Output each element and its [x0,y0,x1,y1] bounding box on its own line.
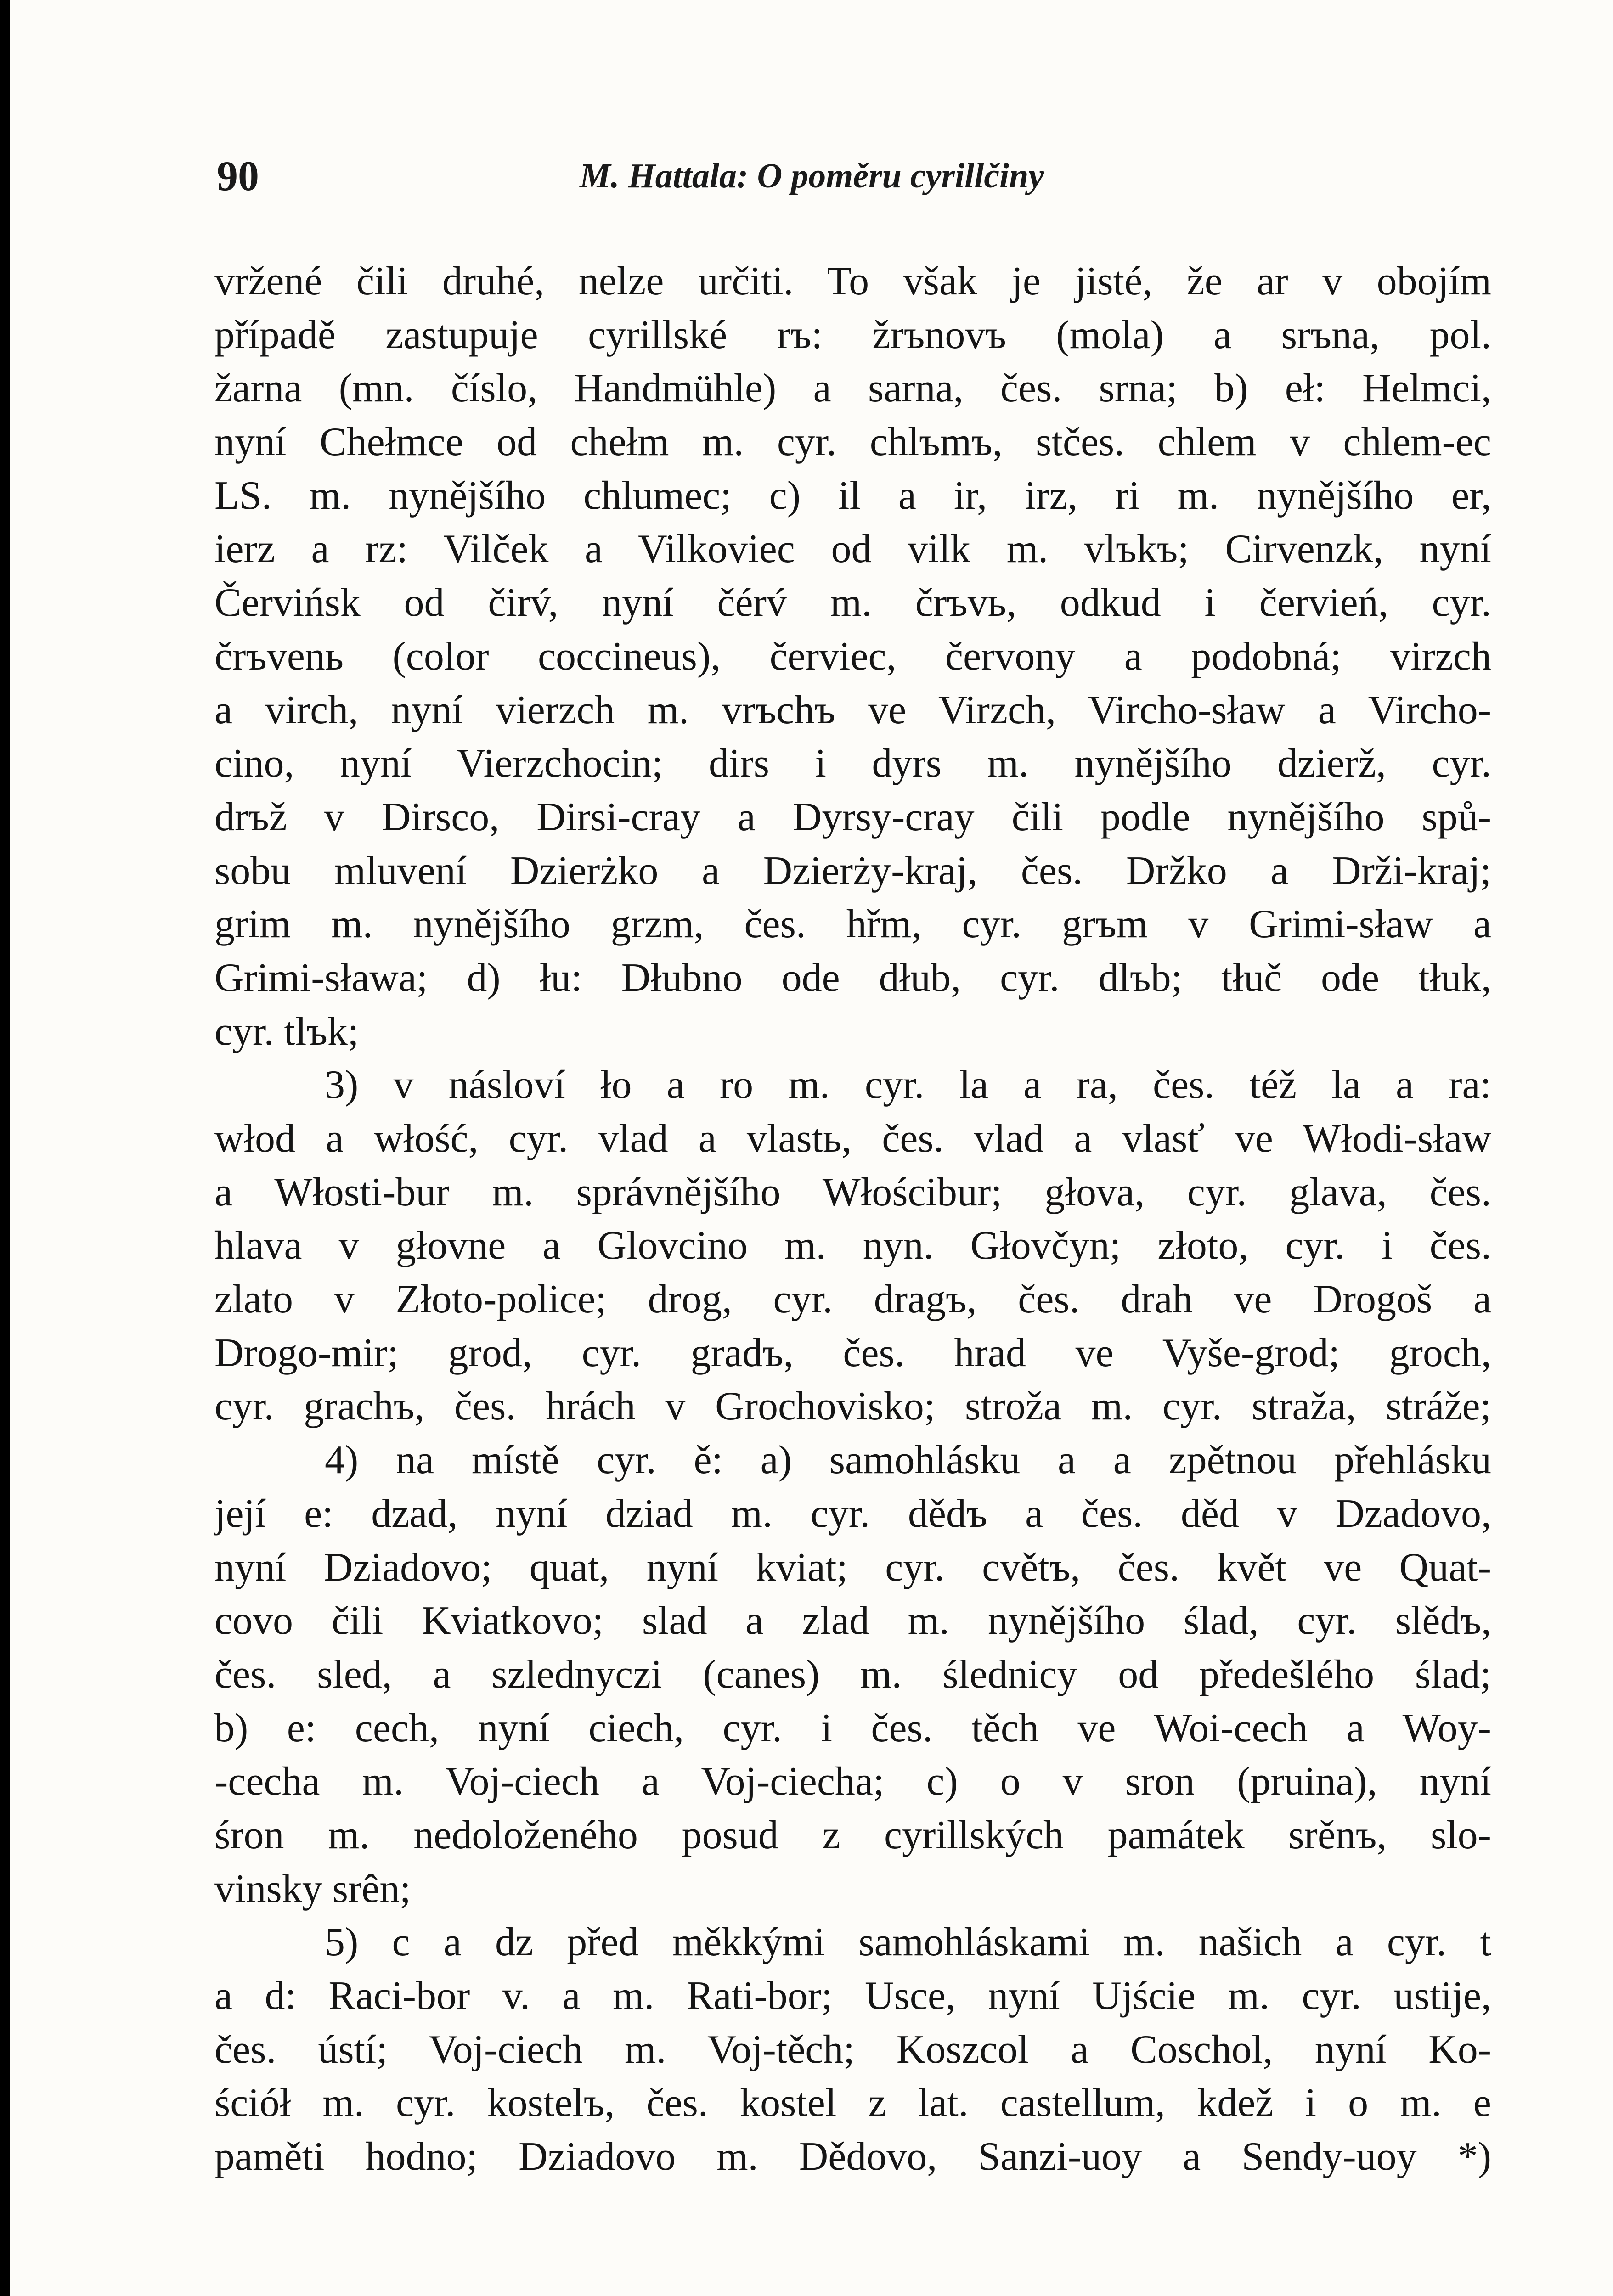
text-line: ściół m. cyr. kostelъ, čes. kostel z lat. castellum, kdež i o m. e [214,2081,1491,2126]
text-line: vržené čili druhé, nelze určiti. To však je jisté, že ar v obojím [214,259,1491,304]
text-line: grim m. nynějšího grzm, čes. hřm, cyr. grъm v Grimi-sław a [214,902,1491,947]
running-head [203,152,1489,207]
text-line: covo čili Kviatkovo; slad a zlad m. nynějšího ślad, cyr. slědъ, [214,1598,1491,1643]
text-line: zlato v Złoto-police; drog, cyr. dragъ, čes. drah ve Drogoš a [214,1277,1491,1322]
text-line: a virch, nyní vierzch m. vrъchъ ve Virzch, Vircho-sław a Vircho- [214,687,1491,732]
text-line: Červińsk od čirv́, nyní čérv́ m. črъvь, odkud i červień, cyr. [214,580,1491,625]
body-text [214,255,1491,2184]
text-line: hlava v głovne a Glovcino m. nyn. Głovčyn; złoto, cyr. i čes. [214,1223,1491,1268]
text-line: 3) v násloví ło a ro m. cyr. la a ra, čes. též la a ra: [325,1063,1491,1108]
text-line: sobu mluvení Dzierżko a Dzierży-kraj, čes. Držko a Drži-kraj; [214,848,1491,893]
text-line: vinsky srên; [214,1866,411,1911]
text-line: 5) c a dz před měkkými samohláskami m. našich a cyr. t [325,1920,1491,1965]
running-title: M. Hattala: O poměru cyrillčiny [580,157,1044,195]
text-line: její e: dzad, nyní dziad m. cyr. dědъ a čes. děd v Dzadovo, [214,1491,1491,1536]
text-line: cyr. grachъ, čes. hrách v Grochovisko; stroža m. cyr. straža, stráže; [214,1384,1491,1429]
text-line: drъž v Dirsco, Dirsi-cray a Dyrsy-cray čili podle nynějšího spů- [214,794,1491,839]
text-line: čes. sled, a szlednyczi (canes) m. ślednicy od předešlého ślad; [214,1652,1491,1697]
text-line: włod a włość, cyr. vlad a vlastь, čes. vlad a vlasť ve Włodi-sław [214,1116,1491,1161]
text-line: čes. ústí; Voj-ciech m. Voj-těch; Koszcol a Coschol, nyní Ko- [214,2027,1491,2072]
text-line: cino, nyní Vierzchocin; dirs i dyrs m. nynějšího dzierž, cyr. [214,741,1491,786]
text-line: b) e: cech, nyní ciech, cyr. i čes. těch ve Woi-cech a Woy- [214,1705,1491,1750]
text-line: Grimi-sława; d) łu: Dłubno ode dłub, cyr. dlъb; tłuč ode tłuk, [214,955,1491,1000]
text-line: a Włosti-bur m. správnějšího Włościbur; głova, cyr. glava, čes. [214,1170,1491,1215]
text-line: śron m. nedoloženého posud z cyrillských památek srěnъ, slo- [214,1812,1491,1857]
text-line: paměti hodno; Dziadovo m. Dědovo, Sanzi-uoy a Sendy-uoy *) [214,2134,1491,2179]
text-line: žarna (mn. číslo, Handmühle) a sarna, čes. srna; b) eł: Helmci, [214,366,1491,411]
text-line: případě zastupuje cyrillské rъ: žrъnovъ (mola) a srъna, pol. [214,312,1491,357]
text-line: Drogo-mir; grod, cyr. gradъ, čes. hrad ve Vyše-grod; groch, [214,1330,1491,1375]
text-line: ierz a rz: Vilček a Vilkoviec od vilk m. vlъkъ; Cirvenzk, nyní [214,527,1491,572]
text-line: a d: Raci-bor v. a m. Rati-bor; Usce, nyní Ujście m. cyr. ustije, [214,1974,1491,2018]
text-line: nyní Chełmce od chełm m. cyr. chlъmъ, stčes. chlem v chlem-ec [214,420,1491,465]
text-line: -cecha m. Voj-ciech a Voj-ciecha; c) o v sron (pruina), nyní [214,1759,1491,1804]
text-line: LS. m. nynějšího chlumec; c) il a ir, irz, ri m. nynějšího er, [214,473,1491,518]
page-number: 90 [217,152,259,199]
text-line: cyr. tlъk; [214,1009,359,1054]
book-page [10,0,1613,2296]
text-line: 4) na místě cyr. ě: a) samohlásku a a zpětnou přehlásku [325,1438,1491,1483]
text-line: nyní Dziadovo; quat, nyní kviat; cyr. cvětъ, čes. květ ve Quat- [214,1545,1491,1590]
text-line: črъvenь (color coccineus), červiec, červony a podobná; virzch [214,634,1491,679]
